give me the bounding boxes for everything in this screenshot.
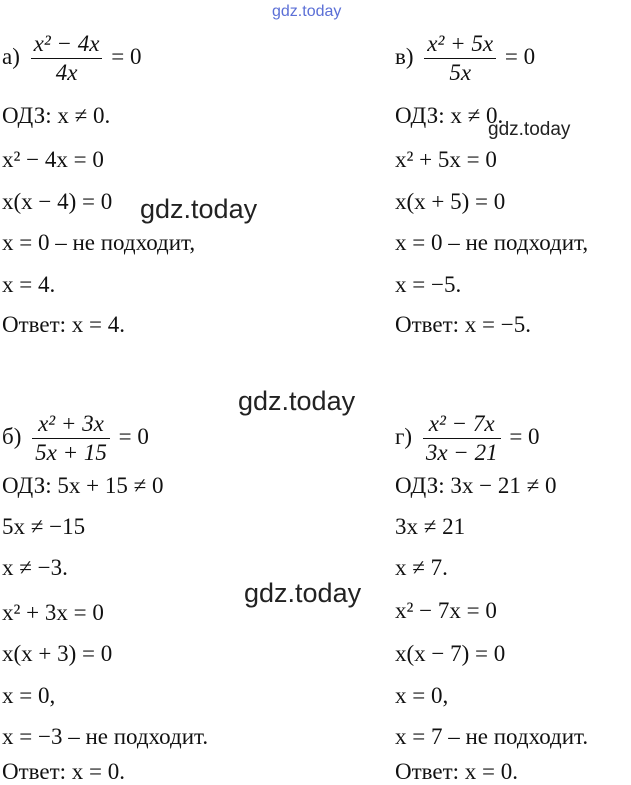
answer-line: Ответ: x = 0.	[395, 759, 519, 784]
equals-zero: = 0	[504, 43, 536, 69]
equation-header	[2, 412, 149, 465]
fraction	[424, 32, 496, 85]
problem-label: б)	[2, 423, 22, 449]
solution-line: 5x ≠ −15	[2, 514, 86, 539]
equals-zero: = 0	[111, 43, 142, 69]
solution-line: x² + 3x = 0	[2, 600, 104, 625]
equals-zero: = 0	[118, 423, 149, 449]
fraction-bar	[424, 58, 496, 59]
solution-line: x(x − 7) = 0	[395, 641, 506, 666]
problem-label: а)	[2, 43, 20, 69]
solution-line: x² − 7x = 0	[395, 598, 497, 623]
equation-header	[2, 32, 141, 85]
equation-header	[395, 412, 540, 465]
equals-zero: = 0	[509, 423, 540, 449]
solution-line: x = −5.	[395, 272, 462, 297]
answer-line: Ответ: x = −5.	[395, 312, 531, 337]
equation-header	[395, 32, 535, 85]
solution-line: ОДЗ: x ≠ 0.	[2, 103, 111, 128]
solution-line: x = 0,	[2, 683, 56, 708]
watermark-top: gdz.today	[272, 3, 342, 20]
solution-line: ОДЗ: 3x − 21 ≠ 0	[395, 473, 557, 498]
solution-line: x = −3 – не подходит.	[2, 724, 209, 749]
fraction-bar	[32, 438, 110, 439]
fraction	[31, 32, 103, 85]
problem-label: в)	[395, 43, 414, 69]
solution-line: x = 0 – не подходит,	[395, 230, 589, 255]
solution-line: x² − 4x = 0	[2, 147, 104, 172]
solution-line: x = 0 – не подходит,	[2, 230, 196, 255]
fraction	[32, 412, 110, 465]
numerator: x² + 5x	[427, 31, 494, 56]
solution-line: x = 0,	[395, 683, 449, 708]
fraction	[423, 412, 501, 465]
solution-line: x² + 5x = 0	[395, 147, 497, 172]
solution-line: x = 7 – не подходит.	[395, 724, 589, 749]
problem-label: г)	[395, 423, 413, 449]
numerator: x² − 4x	[33, 31, 100, 56]
solution-line: ОДЗ: x ≠ 0.	[395, 103, 504, 128]
solution-line: x ≠ 7.	[395, 555, 448, 580]
watermark: gdz.today	[238, 386, 356, 416]
numerator: x² + 3x	[38, 411, 104, 436]
answer-line: Ответ: x = 0.	[2, 759, 126, 784]
solution-line: x(x + 3) = 0	[2, 641, 113, 666]
solution-line: x(x + 5) = 0	[395, 189, 506, 214]
watermark: gdz.today	[488, 119, 571, 140]
denominator: 5x + 15	[35, 440, 107, 466]
solution-line: x(x − 4) = 0	[2, 189, 113, 214]
solution-line: x = 4.	[2, 272, 56, 297]
numerator: x² − 7x	[428, 411, 495, 436]
watermark: gdz.today	[140, 194, 258, 224]
denominator: 5x	[449, 60, 472, 86]
solution-line: x ≠ −3.	[2, 555, 68, 580]
answer-line: Ответ: x = 4.	[2, 312, 126, 337]
fraction-bar	[423, 438, 501, 439]
watermark: gdz.today	[244, 578, 362, 608]
fraction-bar	[31, 58, 103, 59]
solution-line: ОДЗ: 5x + 15 ≠ 0	[2, 473, 164, 498]
solution-line: 3x ≠ 21	[395, 514, 466, 539]
denominator: 4x	[55, 60, 78, 86]
denominator: 3x − 21	[425, 440, 498, 466]
